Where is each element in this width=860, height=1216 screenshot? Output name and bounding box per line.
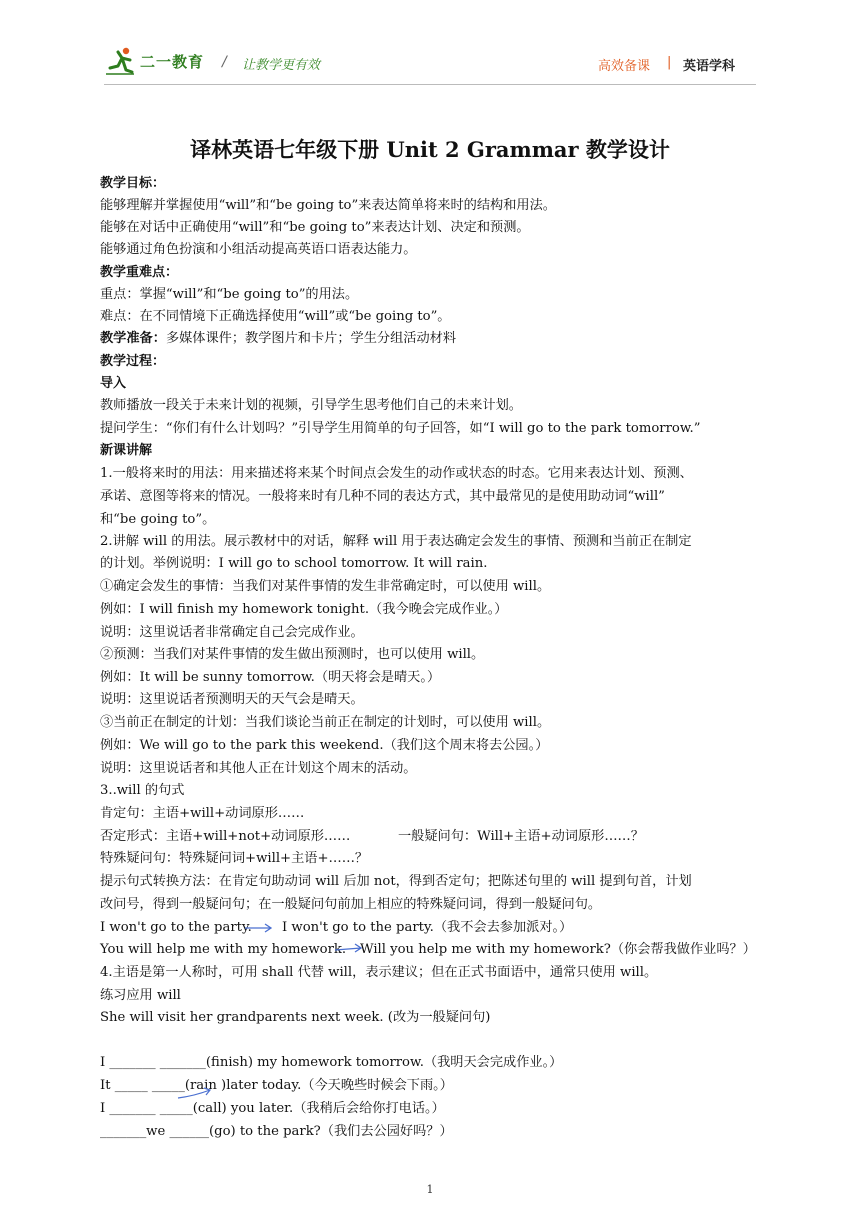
- body-line: 例如：I will finish my homework tonight.（我今晚会完成作业。）: [100, 602, 508, 617]
- body-line: 练习应用 will: [100, 988, 181, 1003]
- body-line: 特殊疑问句：特殊疑问词+will+主语+……？: [100, 851, 369, 866]
- example-result: I won't go to the party.（我不会去参加派对。）: [282, 920, 573, 935]
- section-heading-key-points: 教学重难点：: [100, 265, 179, 280]
- body-line: 提示句式转换方法：在肯定句助动词 will 后加 not，得到否定句；把陈述句里的 will 提到句首，计划: [100, 874, 692, 889]
- preparation-text: 多媒体课件；教学图片和卡片；学生分组活动材料: [165, 331, 457, 346]
- body-line: 说明：这里说话者和其他人正在计划这个周末的活动。: [100, 761, 417, 776]
- body-line: ②预测：当我们对某件事情的发生做出预测时，也可以使用 will。: [100, 647, 485, 662]
- example-source: You will help me with my homework.: [100, 942, 347, 957]
- body-line: 能够在对话中正确使用“will”和“be going to”来表达计划、决定和预测。: [100, 220, 530, 235]
- body-line: 重点：掌握“will”和“be going to”的用法。: [100, 287, 359, 302]
- logo-text: 二一教育: [140, 52, 205, 71]
- sub-heading-intro: 导入: [100, 376, 127, 391]
- body-line: 1.一般将来时的用法：用来描述将来某个时间点会发生的动作或状态的时态。它用来表达计划、预测、: [100, 466, 693, 481]
- body-line-question: 一般疑问句：Will+主语+动词原形……？: [398, 829, 644, 844]
- header-right-b: 英语学科: [683, 59, 736, 74]
- body-line: 例如：We will go to the park this weekend.（我们这个周末将去公园。）: [100, 738, 549, 753]
- page-header: [0, 0, 860, 90]
- arrow-right-icon: [244, 922, 274, 934]
- exercise-item: It _____ _____(rain )later today.（今天晚些时候会下雨。）: [100, 1078, 453, 1093]
- body-line: 能够理解并掌握使用“will”和“be going to”来表达简单将来时的结构和用法。: [100, 198, 556, 213]
- runner-icon: [104, 46, 138, 76]
- body-line: 2.讲解 will 的用法。展示教材中的对话，解释 will 用于表达确定会发生的事情、预测和当前正在制定: [100, 534, 692, 549]
- logo: [104, 46, 204, 76]
- document-title: 译林英语七年级下册 Unit 2 Grammar 教学设计: [190, 137, 670, 162]
- body-line: 肯定句：主语+will+动词原形……: [100, 806, 305, 821]
- body-line: 和“be going to”。: [100, 512, 216, 527]
- body-line-preparation: [100, 330, 456, 348]
- body-line: 提问学生：“你们有什么计划吗？”引导学生用简单的句子回答，如“I will go to the park tomorrow.”: [100, 421, 701, 436]
- arrow-curve-icon: [176, 1086, 216, 1100]
- exercise-item: _______we ______(go) to the park?（我们去公园好吗？）: [100, 1124, 453, 1139]
- example-result: Will you help me with my homework?（你会帮我做作业吗？）: [360, 942, 756, 957]
- header-divider: [104, 84, 756, 85]
- example-source: I won't go to the party.: [100, 920, 252, 935]
- body-line: 能够通过角色扮演和小组活动提高英语口语表达能力。: [100, 242, 417, 257]
- header-right-a: 高效备课: [598, 59, 651, 74]
- body-line: 的计划。举例说明：I will go to school tomorrow. It will rain.: [100, 556, 488, 571]
- header-slogan: 让教学更有效: [242, 58, 321, 73]
- header-slash: /: [222, 54, 227, 70]
- page-number: 1: [426, 1183, 434, 1196]
- body-line: 难点：在不同情境下正确选择使用“will”或“be going to”。: [100, 309, 451, 324]
- body-line: 说明：这里说话者非常确定自己会完成作业。: [100, 625, 364, 640]
- body-line-negative: 否定形式：主语+will+not+动词原形……: [100, 829, 351, 844]
- exercise-item: I _______ _____(call) you later.（我稍后会给你打电话。）: [100, 1101, 445, 1116]
- body-line: 4.主语是第一人称时，可用 shall 代替 will，表示建议；但在正式书面语中，通常只使用 will。: [100, 965, 658, 980]
- body-line: 例如：It will be sunny tomorrow.（明天将会是晴天。）: [100, 670, 441, 685]
- sub-heading-new-lesson: 新课讲解: [100, 443, 153, 458]
- header-separator: |: [667, 55, 672, 70]
- body-line: ①确定会发生的事情：当我们对某件事情的发生非常确定时，可以使用 will。: [100, 579, 551, 594]
- body-line: 说明：这里说话者预测明天的天气会是晴天。: [100, 692, 364, 707]
- exercise-item: I _______ _______(finish) my homework tomorrow.（我明天会完成作业。）: [100, 1055, 563, 1070]
- section-heading-objectives: 教学目标：: [100, 176, 166, 191]
- body-line: 改问号，得到一般疑问句；在一般疑问句前加上相应的特殊疑问词，得到一般疑问句。: [100, 897, 602, 912]
- preparation-label: 教学准备：: [100, 331, 166, 346]
- body-line: She will visit her grandparents next week. (改为一般疑问句): [100, 1010, 491, 1025]
- body-line: 3..will 的句式: [100, 783, 185, 798]
- body-line: 承诺、意图等将来的情况。一般将来时有几种不同的表达方式，其中最常见的是使用助动词“will”: [100, 489, 665, 504]
- body-line: ③当前正在制定的计划：当我们谈论当前正在制定的计划时，可以使用 will。: [100, 715, 551, 730]
- body-line: 教师播放一段关于未来计划的视频，引导学生思考他们自己的未来计划。: [100, 398, 522, 413]
- section-heading-process: 教学过程：: [100, 354, 166, 369]
